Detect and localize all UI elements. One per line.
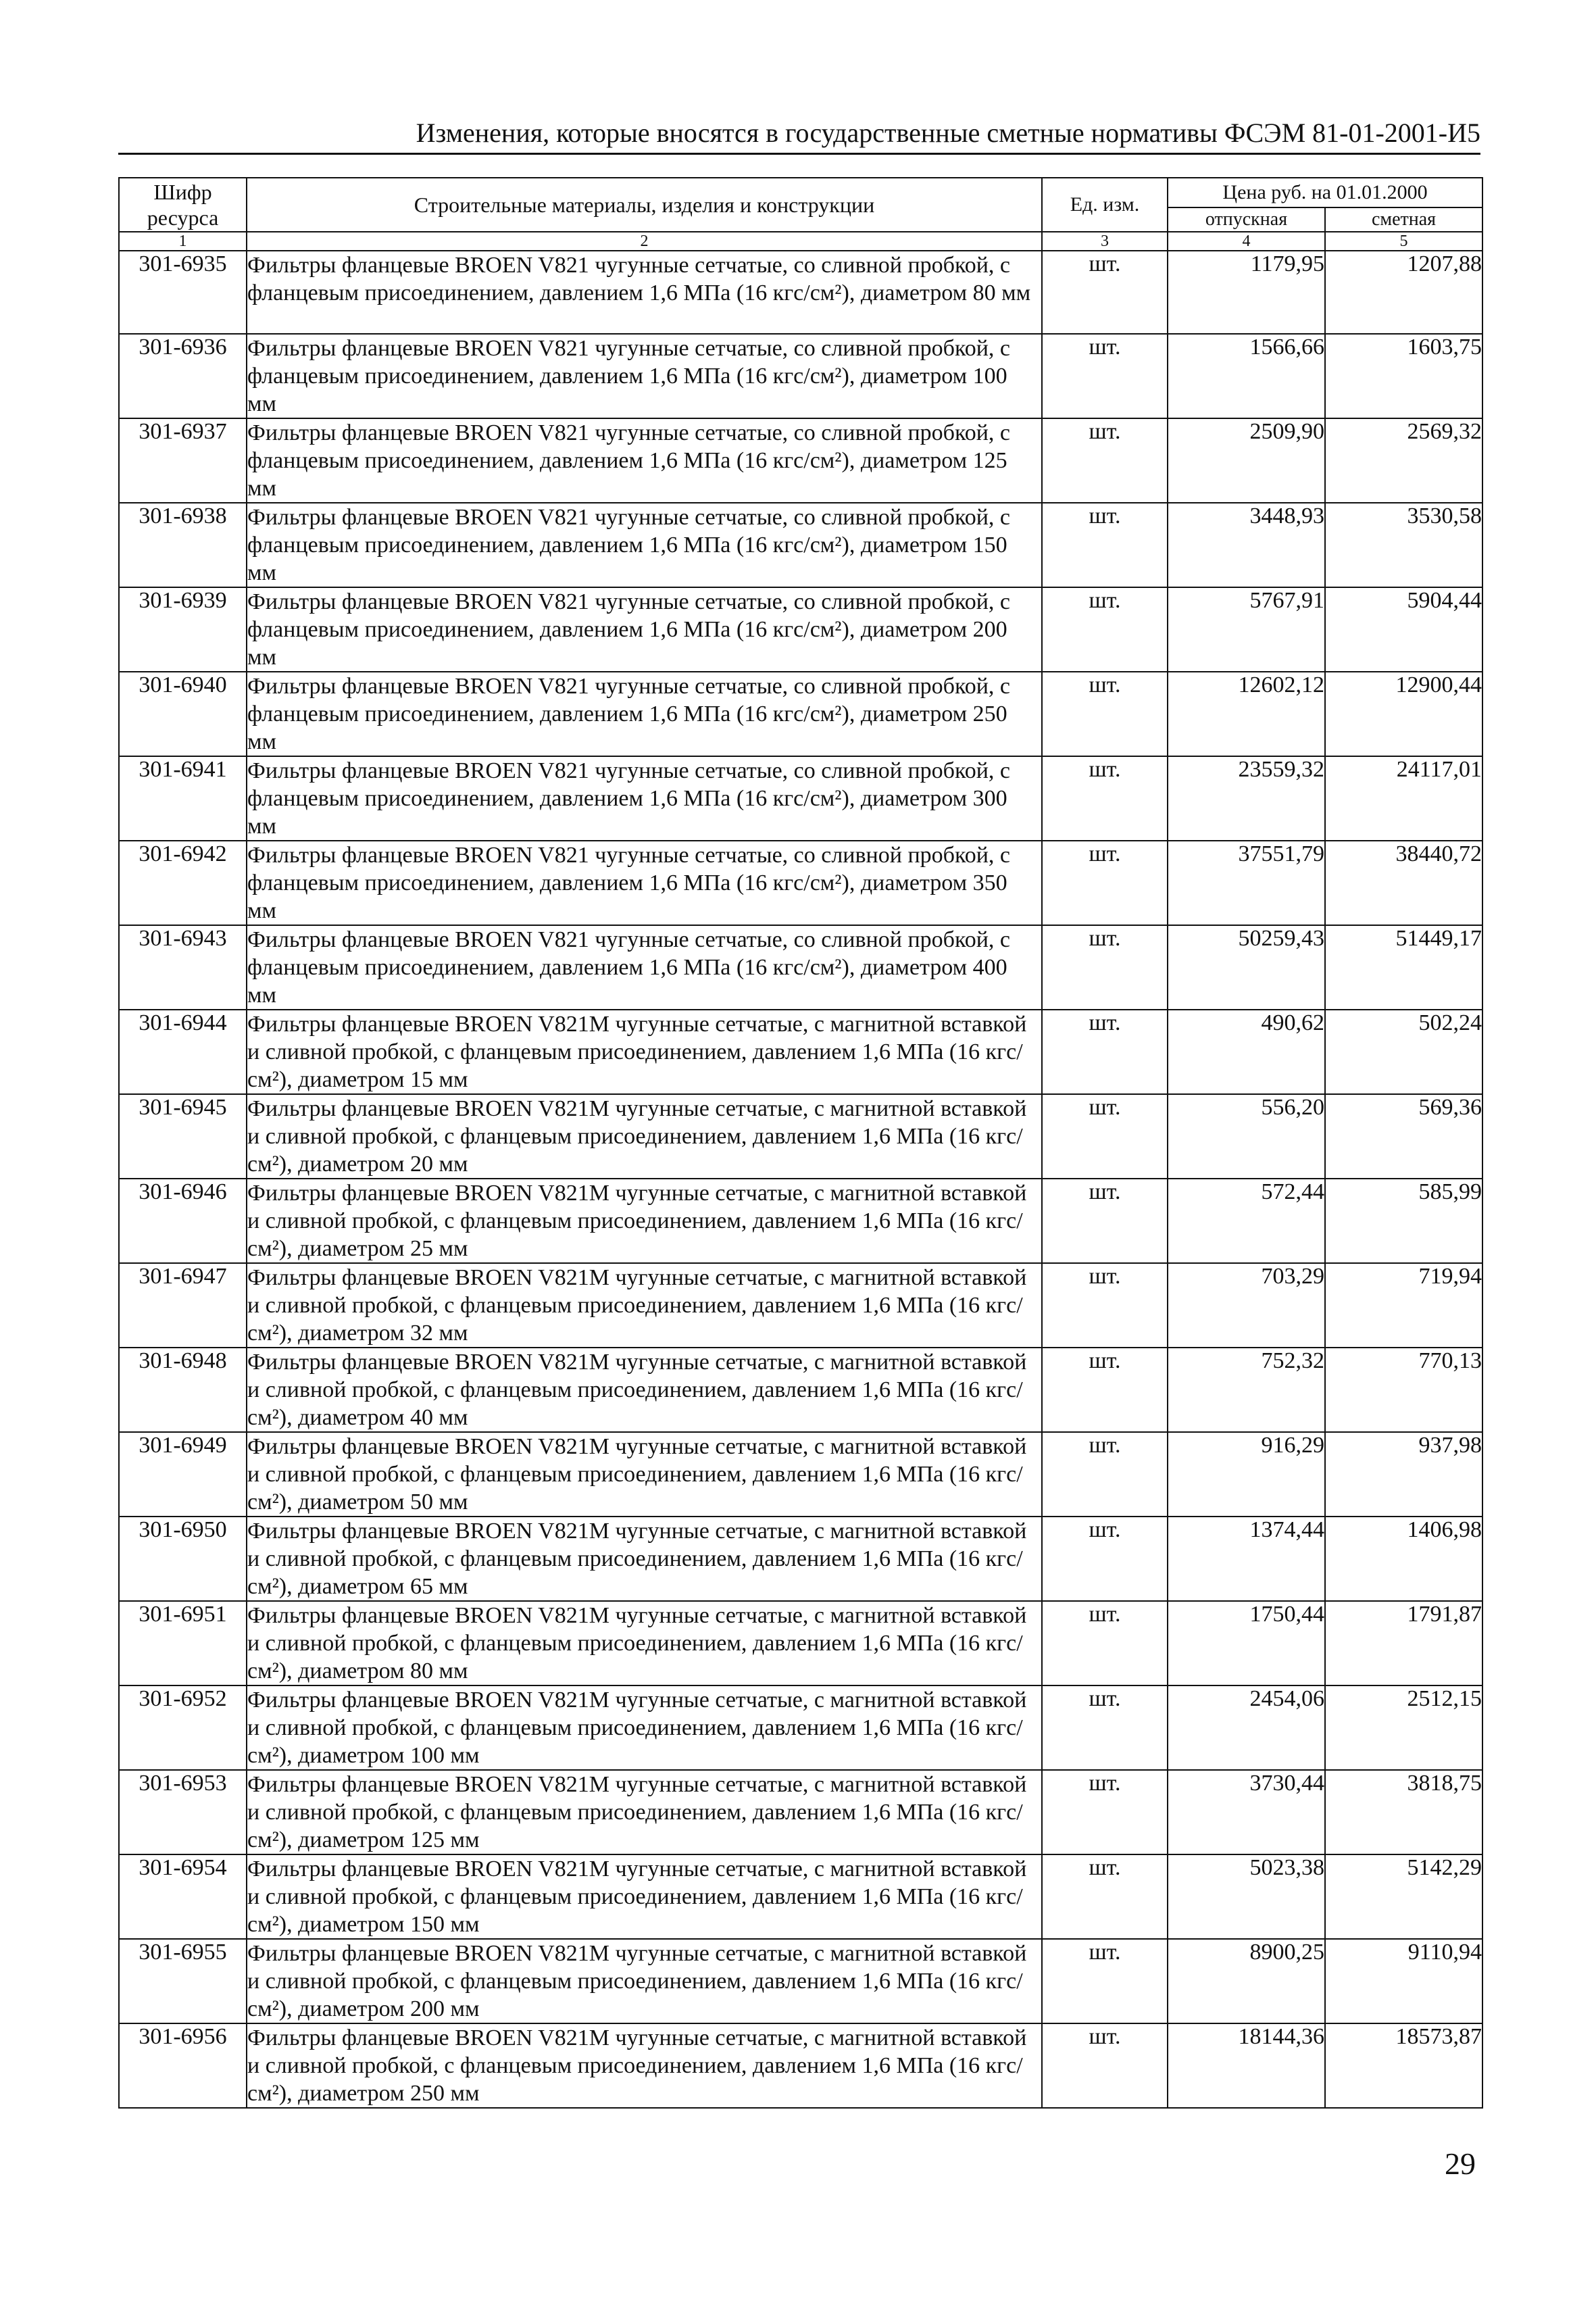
cell-unit: шт. [1042, 1517, 1168, 1601]
cell-unit: шт. [1042, 1854, 1168, 1939]
cell-unit: шт. [1042, 1770, 1168, 1854]
cell-code: 301-6944 [119, 1010, 247, 1094]
cell-code: 301-6955 [119, 1939, 247, 2023]
cell-estimate-price: 585,99 [1325, 1179, 1482, 1263]
cell-release-price: 5767,91 [1168, 587, 1325, 672]
column-number: 5 [1325, 232, 1482, 251]
cell-release-price: 1566,66 [1168, 334, 1325, 418]
cell-release-price: 23559,32 [1168, 756, 1325, 841]
cell-unit: шт. [1042, 334, 1168, 418]
cell-code: 301-6946 [119, 1179, 247, 1263]
table-row [119, 1094, 1482, 1179]
cell-unit: шт. [1042, 503, 1168, 587]
table-row [119, 334, 1482, 418]
page-number: 29 [1445, 2146, 1476, 2181]
cell-estimate-price: 770,13 [1325, 1348, 1482, 1432]
cell-release-price: 5023,38 [1168, 1854, 1325, 1939]
cell-unit: шт. [1042, 587, 1168, 672]
cell-estimate-price: 3530,58 [1325, 503, 1482, 587]
cell-estimate-price: 2569,32 [1325, 418, 1482, 503]
cell-code: 301-6935 [119, 251, 247, 334]
cell-unit: шт. [1042, 925, 1168, 1010]
cell-name: Фильтры фланцевые BROEN V821M чугунные сетчатые, с магнитной вставкой и сливной пробкой, с фланцевым присоединением, давлением 1,6 МПа (16 кгс/см²), диаметром 20 мм [247, 1094, 1042, 1179]
cell-unit: шт. [1042, 1685, 1168, 1770]
cell-release-price: 50259,43 [1168, 925, 1325, 1010]
cell-estimate-price: 2512,15 [1325, 1685, 1482, 1770]
cell-name: Фильтры фланцевые BROEN V821M чугунные сетчатые, с магнитной вставкой и сливной пробкой, с фланцевым присоединением, давлением 1,6 МПа (16 кгс/см²), диаметром 40 мм [247, 1348, 1042, 1432]
cell-name: Фильтры фланцевые BROEN V821 чугунные сетчатые, со сливной пробкой, с фланцевым присоединением, давлением 1,6 МПа (16 кгс/см²), диаметром 150 мм [247, 503, 1042, 587]
cell-unit: шт. [1042, 1601, 1168, 1685]
table-row [119, 925, 1482, 1010]
column-header-release-price: отпускная [1168, 207, 1325, 232]
column-header-price: Цена руб. на 01.01.2000 [1168, 178, 1482, 207]
table-row [119, 1010, 1482, 1094]
column-header-name: Строительные материалы, изделия и конструкции [247, 178, 1042, 232]
table-row [119, 1939, 1482, 2023]
table-row [119, 1601, 1482, 1685]
cell-unit: шт. [1042, 841, 1168, 925]
cell-unit: шт. [1042, 1094, 1168, 1179]
cell-unit: шт. [1042, 1939, 1168, 2023]
table-row [119, 251, 1482, 334]
cell-release-price: 703,29 [1168, 1263, 1325, 1348]
table-row [119, 1770, 1482, 1854]
cell-release-price: 916,29 [1168, 1432, 1325, 1517]
cell-estimate-price: 1207,88 [1325, 251, 1482, 334]
table-row [119, 587, 1482, 672]
cell-code: 301-6941 [119, 756, 247, 841]
cell-name: Фильтры фланцевые BROEN V821 чугунные сетчатые, со сливной пробкой, с фланцевым присоединением, давлением 1,6 МПа (16 кгс/см²), диаметром 80 мм [247, 251, 1042, 334]
cell-estimate-price: 5904,44 [1325, 587, 1482, 672]
cell-code: 301-6939 [119, 587, 247, 672]
cell-release-price: 37551,79 [1168, 841, 1325, 925]
cell-estimate-price: 719,94 [1325, 1263, 1482, 1348]
resource-table [118, 177, 1483, 2109]
cell-name: Фильтры фланцевые BROEN V821M чугунные сетчатые, с магнитной вставкой и сливной пробкой, с фланцевым присоединением, давлением 1,6 МПа (16 кгс/см²), диаметром 250 мм [247, 2023, 1042, 2108]
table-row [119, 503, 1482, 587]
cell-release-price: 3448,93 [1168, 503, 1325, 587]
cell-release-price: 490,62 [1168, 1010, 1325, 1094]
table-row [119, 841, 1482, 925]
cell-code: 301-6954 [119, 1854, 247, 1939]
cell-unit: шт. [1042, 1432, 1168, 1517]
cell-unit: шт. [1042, 2023, 1168, 2108]
table-row [119, 1685, 1482, 1770]
cell-name: Фильтры фланцевые BROEN V821M чугунные сетчатые, с магнитной вставкой и сливной пробкой, с фланцевым присоединением, давлением 1,6 МПа (16 кгс/см²), диаметром 32 мм [247, 1263, 1042, 1348]
table-row [119, 672, 1482, 756]
cell-estimate-price: 937,98 [1325, 1432, 1482, 1517]
cell-name: Фильтры фланцевые BROEN V821M чугунные сетчатые, с магнитной вставкой и сливной пробкой, с фланцевым присоединением, давлением 1,6 МПа (16 кгс/см²), диаметром 15 мм [247, 1010, 1042, 1094]
cell-release-price: 1179,95 [1168, 251, 1325, 334]
cell-release-price: 2509,90 [1168, 418, 1325, 503]
cell-estimate-price: 9110,94 [1325, 1939, 1482, 2023]
cell-release-price: 752,32 [1168, 1348, 1325, 1432]
table-row [119, 1263, 1482, 1348]
table-row [119, 1179, 1482, 1263]
table-row [119, 1432, 1482, 1517]
cell-release-price: 2454,06 [1168, 1685, 1325, 1770]
cell-code: 301-6942 [119, 841, 247, 925]
cell-name: Фильтры фланцевые BROEN V821M чугунные сетчатые, с магнитной вставкой и сливной пробкой, с фланцевым присоединением, давлением 1,6 МПа (16 кгс/см²), диаметром 65 мм [247, 1517, 1042, 1601]
cell-estimate-price: 18573,87 [1325, 2023, 1482, 2108]
cell-code: 301-6953 [119, 1770, 247, 1854]
cell-name: Фильтры фланцевые BROEN V821 чугунные сетчатые, со сливной пробкой, с фланцевым присоединением, давлением 1,6 МПа (16 кгс/см²), диаметром 400 мм [247, 925, 1042, 1010]
cell-estimate-price: 51449,17 [1325, 925, 1482, 1010]
column-number: 1 [119, 232, 247, 251]
table-row [119, 1517, 1482, 1601]
cell-code: 301-6951 [119, 1601, 247, 1685]
column-number-row [119, 232, 1482, 251]
cell-name: Фильтры фланцевые BROEN V821 чугунные сетчатые, со сливной пробкой, с фланцевым присоединением, давлением 1,6 МПа (16 кгс/см²), диаметром 350 мм [247, 841, 1042, 925]
cell-name: Фильтры фланцевые BROEN V821 чугунные сетчатые, со сливной пробкой, с фланцевым присоединением, давлением 1,6 МПа (16 кгс/см²), диаметром 300 мм [247, 756, 1042, 841]
cell-name: Фильтры фланцевые BROEN V821 чугунные сетчатые, со сливной пробкой, с фланцевым присоединением, давлением 1,6 МПа (16 кгс/см²), диаметром 250 мм [247, 672, 1042, 756]
cell-release-price: 556,20 [1168, 1094, 1325, 1179]
cell-unit: шт. [1042, 1010, 1168, 1094]
cell-code: 301-6947 [119, 1263, 247, 1348]
cell-estimate-price: 1603,75 [1325, 334, 1482, 418]
cell-name: Фильтры фланцевые BROEN V821 чугунные сетчатые, со сливной пробкой, с фланцевым присоединением, давлением 1,6 МПа (16 кгс/см²), диаметром 100 мм [247, 334, 1042, 418]
cell-code: 301-6949 [119, 1432, 247, 1517]
column-header-code: Шифр ресурса [119, 178, 247, 232]
cell-release-price: 12602,12 [1168, 672, 1325, 756]
cell-code: 301-6943 [119, 925, 247, 1010]
cell-unit: шт. [1042, 1179, 1168, 1263]
cell-estimate-price: 24117,01 [1325, 756, 1482, 841]
cell-estimate-price: 569,36 [1325, 1094, 1482, 1179]
cell-name: Фильтры фланцевые BROEN V821 чугунные сетчатые, со сливной пробкой, с фланцевым присоединением, давлением 1,6 МПа (16 кгс/см²), диаметром 125 мм [247, 418, 1042, 503]
table-row [119, 1348, 1482, 1432]
column-header-estimate-price: сметная [1325, 207, 1482, 232]
cell-unit: шт. [1042, 418, 1168, 503]
cell-name: Фильтры фланцевые BROEN V821M чугунные сетчатые, с магнитной вставкой и сливной пробкой, с фланцевым присоединением, давлением 1,6 МПа (16 кгс/см²), диаметром 100 мм [247, 1685, 1042, 1770]
cell-name: Фильтры фланцевые BROEN V821M чугунные сетчатые, с магнитной вставкой и сливной пробкой, с фланцевым присоединением, давлением 1,6 МПа (16 кгс/см²), диаметром 125 мм [247, 1770, 1042, 1854]
cell-unit: шт. [1042, 756, 1168, 841]
column-number: 4 [1168, 232, 1325, 251]
cell-release-price: 18144,36 [1168, 2023, 1325, 2108]
cell-name: Фильтры фланцевые BROEN V821 чугунные сетчатые, со сливной пробкой, с фланцевым присоединением, давлением 1,6 МПа (16 кгс/см²), диаметром 200 мм [247, 587, 1042, 672]
running-header [118, 114, 1480, 155]
cell-code: 301-6938 [119, 503, 247, 587]
cell-name: Фильтры фланцевые BROEN V821M чугунные сетчатые, с магнитной вставкой и сливной пробкой, с фланцевым присоединением, давлением 1,6 МПа (16 кгс/см²), диаметром 25 мм [247, 1179, 1042, 1263]
cell-estimate-price: 38440,72 [1325, 841, 1482, 925]
cell-code: 301-6936 [119, 334, 247, 418]
cell-estimate-price: 1406,98 [1325, 1517, 1482, 1601]
cell-code: 301-6940 [119, 672, 247, 756]
cell-name: Фильтры фланцевые BROEN V821M чугунные сетчатые, с магнитной вставкой и сливной пробкой, с фланцевым присоединением, давлением 1,6 МПа (16 кгс/см²), диаметром 150 мм [247, 1854, 1042, 1939]
cell-unit: шт. [1042, 672, 1168, 756]
table-row [119, 756, 1482, 841]
cell-code: 301-6948 [119, 1348, 247, 1432]
cell-name: Фильтры фланцевые BROEN V821M чугунные сетчатые, с магнитной вставкой и сливной пробкой, с фланцевым присоединением, давлением 1,6 МПа (16 кгс/см²), диаметром 200 мм [247, 1939, 1042, 2023]
cell-name: Фильтры фланцевые BROEN V821M чугунные сетчатые, с магнитной вставкой и сливной пробкой, с фланцевым присоединением, давлением 1,6 МПа (16 кгс/см²), диаметром 80 мм [247, 1601, 1042, 1685]
cell-release-price: 1750,44 [1168, 1601, 1325, 1685]
table-row [119, 1854, 1482, 1939]
document-title: Изменения, которые вносятся в государственные сметные нормативы ФСЭМ 81-01-2001-И5 [416, 118, 1480, 148]
cell-estimate-price: 3818,75 [1325, 1770, 1482, 1854]
cell-estimate-price: 12900,44 [1325, 672, 1482, 756]
column-header-unit: Ед. изм. [1042, 178, 1168, 232]
cell-estimate-price: 1791,87 [1325, 1601, 1482, 1685]
column-number: 3 [1042, 232, 1168, 251]
cell-release-price: 1374,44 [1168, 1517, 1325, 1601]
cell-release-price: 572,44 [1168, 1179, 1325, 1263]
cell-estimate-price: 502,24 [1325, 1010, 1482, 1094]
cell-release-price: 8900,25 [1168, 1939, 1325, 2023]
cell-code: 301-6945 [119, 1094, 247, 1179]
cell-code: 301-6952 [119, 1685, 247, 1770]
cell-code: 301-6950 [119, 1517, 247, 1601]
table-row [119, 418, 1482, 503]
cell-code: 301-6937 [119, 418, 247, 503]
cell-estimate-price: 5142,29 [1325, 1854, 1482, 1939]
cell-unit: шт. [1042, 1348, 1168, 1432]
column-number: 2 [247, 232, 1042, 251]
cell-unit: шт. [1042, 251, 1168, 334]
cell-unit: шт. [1042, 1263, 1168, 1348]
cell-release-price: 3730,44 [1168, 1770, 1325, 1854]
table-row [119, 2023, 1482, 2108]
cell-code: 301-6956 [119, 2023, 247, 2108]
cell-name: Фильтры фланцевые BROEN V821M чугунные сетчатые, с магнитной вставкой и сливной пробкой, с фланцевым присоединением, давлением 1,6 МПа (16 кгс/см²), диаметром 50 мм [247, 1432, 1042, 1517]
